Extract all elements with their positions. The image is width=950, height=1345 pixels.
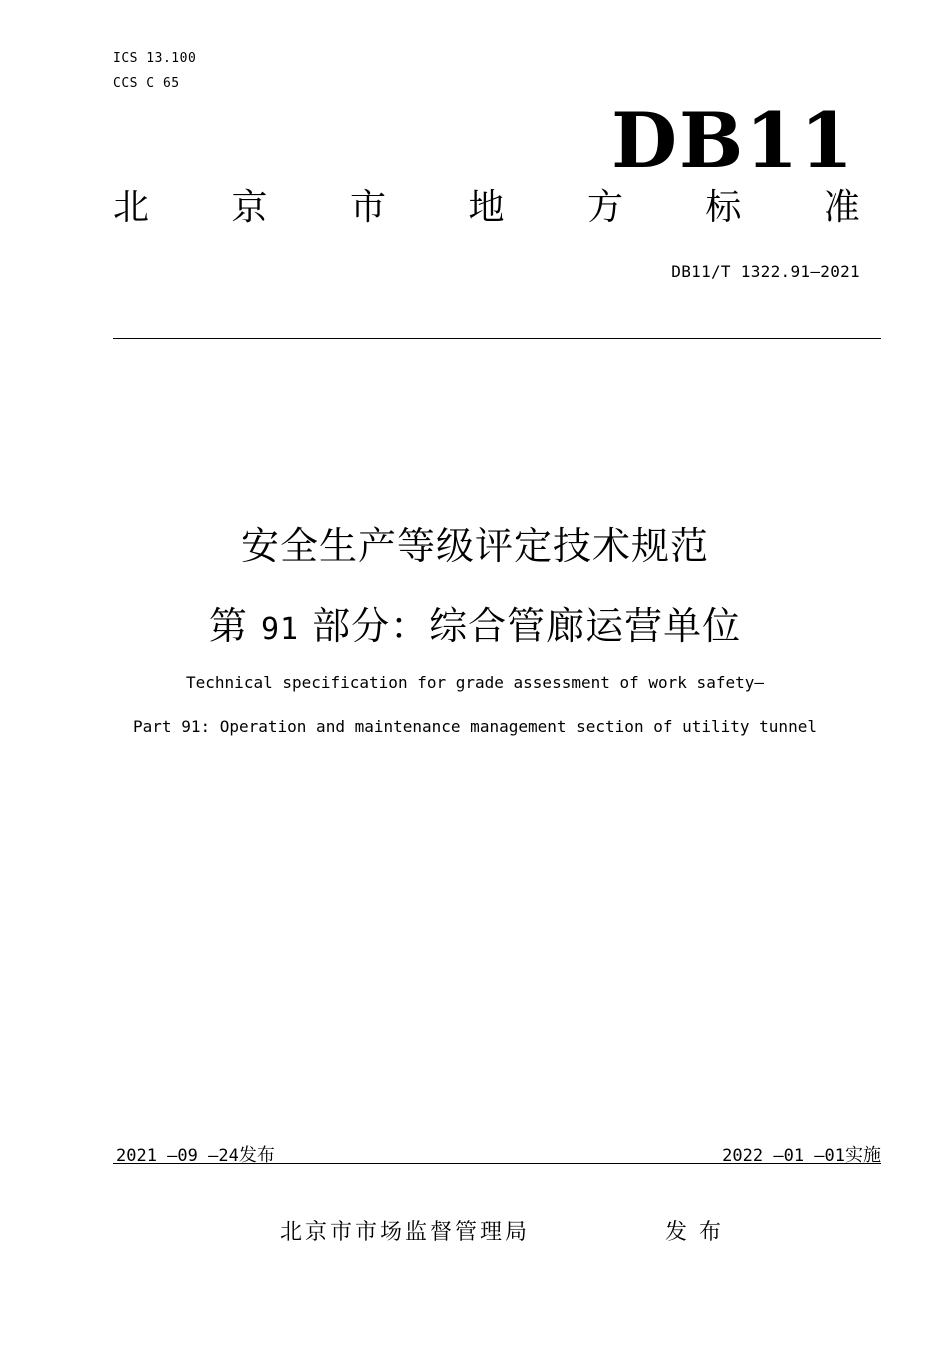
standard-type-char: 准: [823, 187, 860, 228]
title-zh-line1: 安全生产等级评定技术规范: [240, 524, 709, 568]
standard-type: [113, 188, 860, 228]
standard-type-char: 京: [231, 187, 268, 228]
title-part-number: 91: [260, 612, 300, 647]
publisher: 北京市市场监督管理局: [280, 1220, 531, 1245]
publish-word: 发布: [665, 1220, 734, 1245]
standard-number: DB11/T 1322.91—2021: [671, 262, 860, 281]
header-divider: [113, 338, 881, 339]
standard-type-char: 地: [468, 187, 505, 228]
db-logo: DB11: [611, 96, 855, 185]
standard-type-char: 市: [349, 187, 386, 228]
title-part-suffix: 部分：综合管廊运营单位: [312, 604, 742, 648]
issue-label: 发布: [238, 1145, 275, 1166]
standard-type-char: 方: [586, 187, 623, 228]
title-en-line1: Technical specification for grade assessment of work safety—: [186, 673, 764, 692]
title-en-line2: Part 91: Operation and maintenance management section of utility tunnel: [133, 717, 817, 736]
ccs-code: CCS C 65: [113, 76, 180, 91]
title-zh-line2: [0, 602, 950, 654]
issue-date-value: 2021 —09 —24: [116, 1146, 239, 1166]
impl-date-value: 2022 —01 —01: [722, 1146, 845, 1166]
standard-type-char: 北: [113, 187, 150, 228]
title-part-prefix: 第: [208, 604, 248, 648]
ics-code: ICS 13.100: [113, 51, 197, 66]
footer-divider: [113, 1163, 881, 1164]
impl-label: 实施: [845, 1145, 881, 1166]
standard-type-char: 标: [705, 187, 742, 228]
